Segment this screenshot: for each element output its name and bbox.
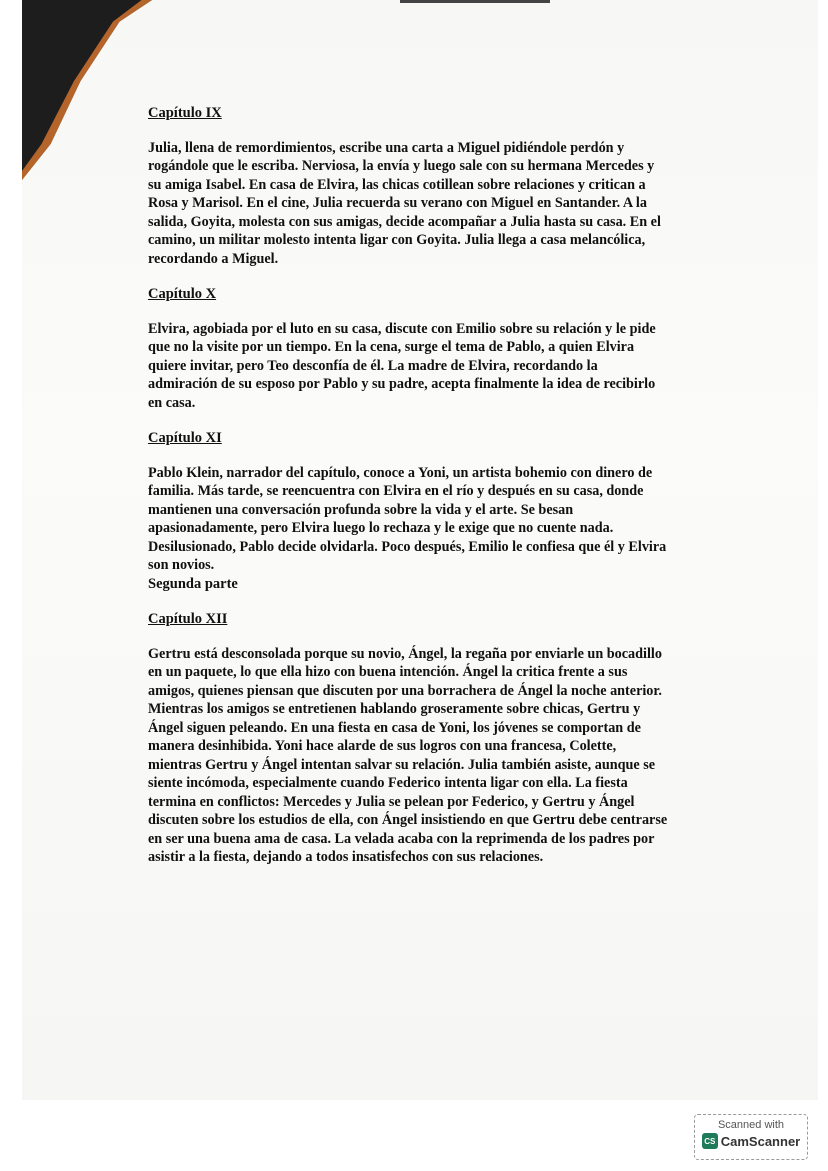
chapter-heading: Capítulo XII	[148, 611, 228, 627]
top-edge-shadow	[400, 0, 550, 3]
watermark-caption: Scanned with	[717, 1119, 785, 1131]
chapter-heading: Capítulo XI	[148, 430, 222, 446]
chapter-heading: Capítulo X	[148, 286, 217, 302]
chapter-summary: Gertru está desconsolada porque su novio, Ángel, la regaña por enviarle un bocadillo en un paquete, lo que ella hizo con buena intención. Ángel la critica frente a sus amigos, quienes piensan que discuten por una borrachera de Ángel la noche anterior. Mientras los amigos se entretienen hablando groseramente sobre chicas, Gertru y Ángel siguen peleando. En una fiesta en casa de Yoni, los jóvenes se comportan de manera desinhibida. Yoni hace alarde de sus logros con una francesa, Colette, mientras Gertru y Ángel intentan salvar su relación. Julia también asiste, aunque se siente incómoda, especialmente cuando Federico intenta ligar con ella. La fiesta termina en conflictos: Mercedes y Julia se pelean por Federico, y Gertru y Ángel discuten sobre los estudios de ella, con Ángel insistiendo en que Gertru debe centrarse en ser una buena ama de casa. La velada acaba con la reprimenda de los padres por asistir a la fiesta, dejando a todos insatisfechos con sus relaciones.	[148, 645, 668, 865]
camscanner-watermark	[694, 1114, 808, 1160]
chapter-summary: Elvira, agobiada por el luto en su casa, discute con Emilio sobre su relación y le pide que no la visite por un tiempo. En la cena, surge el tema de Pablo, a quien Elvira quiere invitar, pero Teo desconfía de él. La madre de Elvira, recordando la admiración de su esposo por Pablo y su padre, acepta finalmente la idea de recibirlo en casa.	[148, 320, 656, 411]
chapter-heading: Capítulo IX	[148, 105, 222, 121]
chapter-summary: Pablo Klein, narrador del capítulo, conoce a Yoni, un artista bohemio con dinero de familia. Más tarde, se reencuentra con Elvira en el río y después en su casa, donde mantienen una conversación profunda sobre la vida y el arte. Se besan apasionadamente, pero Elvira luego lo rechaza y le exige que no cuente nada. Desilusionado, Pablo decide olvidarla. Poco después, Emilio le confiesa que él y Elvira son novios.	[148, 464, 667, 573]
camscanner-logo-icon: CS	[702, 1133, 718, 1149]
watermark-brand: CamScanner	[720, 1133, 801, 1149]
part-title: Segunda parte	[148, 575, 238, 592]
chapter-summary: Julia, llena de remordimientos, escribe una carta a Miguel pidiéndole perdón y rogándole que le escriba. Nerviosa, la envía y luego sale con su hermana Mercedes y su amiga Isabel. En casa de Elvira, las chicas cotillean sobre relaciones y critican a Rosa y Marisol. En el cine, Julia recuerda su verano con Miguel en Santander. A la salida, Goyita, molesta con sus amigas, decide acompañar a Julia hasta su casa. En el camino, un militar molesto intenta ligar con Goyita. Julia llega a casa melancólica, recordando a Miguel.	[148, 139, 661, 267]
document-body	[148, 104, 668, 867]
